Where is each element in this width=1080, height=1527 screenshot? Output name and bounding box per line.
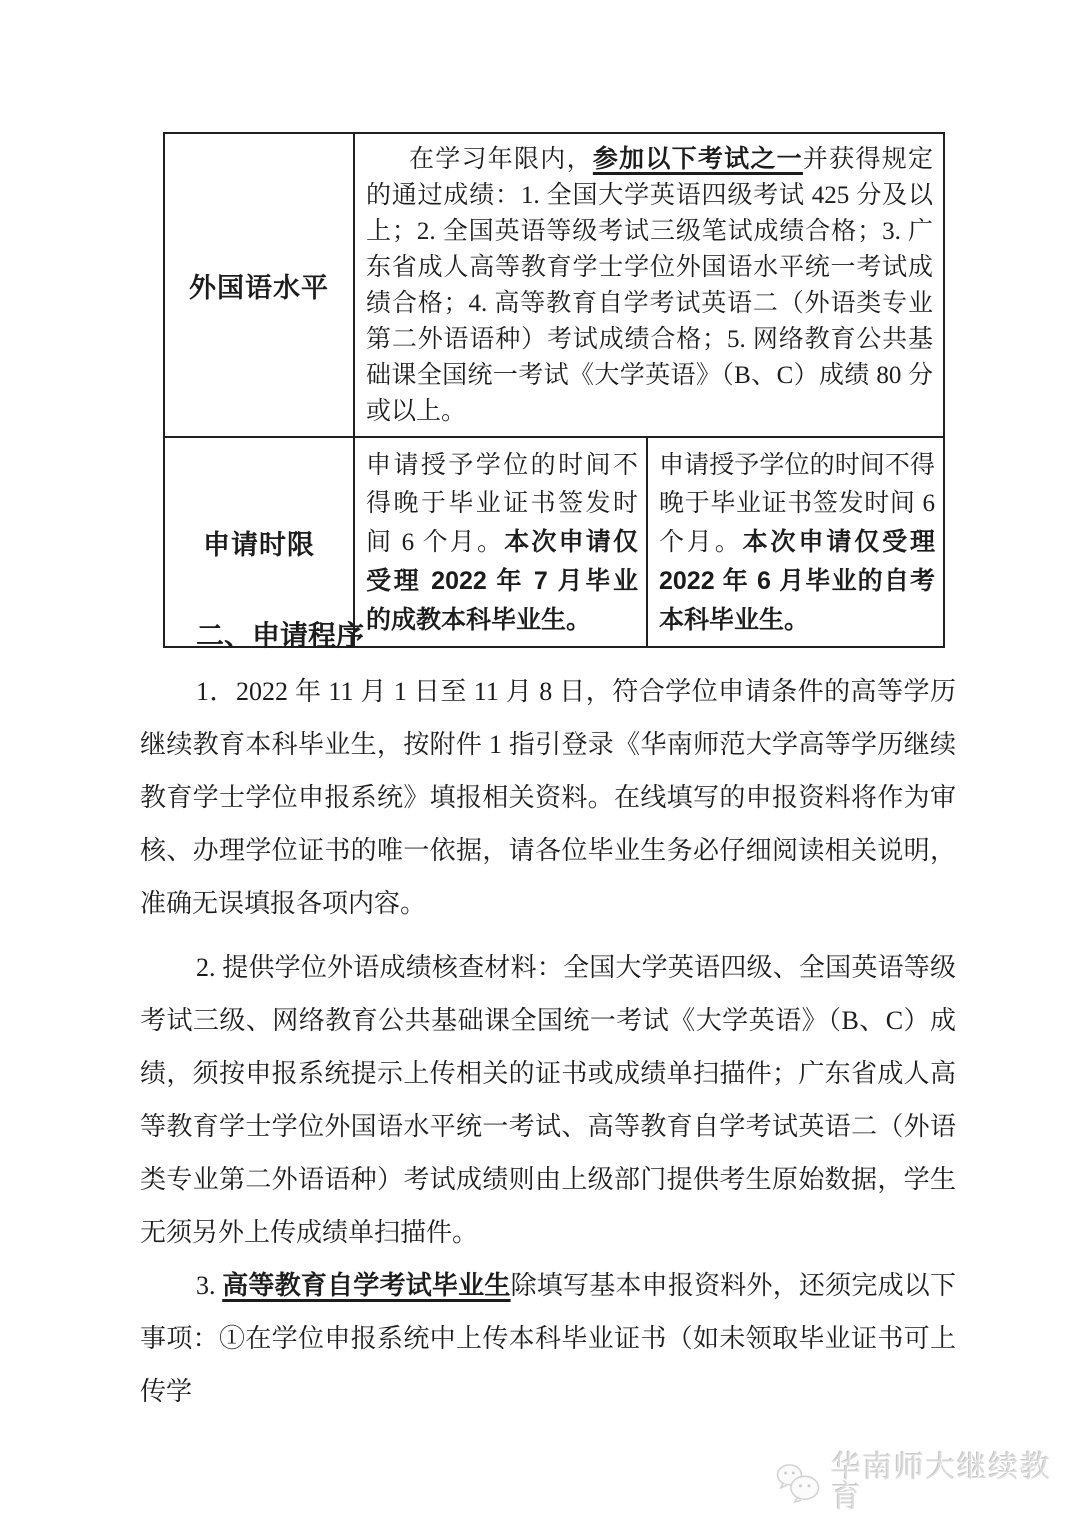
bold-run: 本次申请仅受理 2022 年 7 月毕业的成教本科毕业生。 — [366, 528, 638, 634]
text-run: 1．2022 年 11 月 1 日至 11 月 8 日，符合学位申请条件的高等学历继续教育本科毕业生，按附件 1 指引登录《华南师范大学高等学历继续教育学士学位申报系统》填报相关资料。在线填写的申报资料将作为审核、办理学位证书的唯一依据，请各位毕业生务必仔细阅读相关说明，准确无误填报各项内容。 — [140, 677, 956, 918]
bold-underline-run: 高等教育自学考试毕业生 — [222, 1270, 511, 1300]
row-label-foreign-language-level — [164, 133, 354, 437]
text-run: 在学习年限内， — [409, 146, 593, 173]
foreign-language-requirements-text — [355, 134, 943, 436]
text-run: 3. — [196, 1271, 223, 1300]
foreign-language-requirements-cell — [354, 133, 944, 437]
wechat-watermark — [775, 1453, 1080, 1513]
bold-run: 本次申请仅受理 2022 年 6 月毕业的自考本科毕业生。 — [659, 528, 935, 634]
paragraph-3 — [140, 1259, 956, 1418]
paragraph-2 — [140, 941, 956, 1259]
bold-underline-run: 参加以下考试之一 — [592, 145, 803, 173]
degree-requirements-table — [163, 132, 945, 648]
wechat-icon — [775, 1462, 823, 1504]
row-label-text: 申请时限 — [203, 529, 315, 560]
text-run: 并获得规定的通过成绩：1. 全国大学英语四级考试 425 分及以上；2. 全国英语等级考试三级笔试成绩合格；3. 广东省成人高等教育学士学位外国语水平统一考试成绩合格；4. 高等教育自学考试英语二（外语类专业第二外语语种）考试成绩合格；5. 网络教育公共基础课全国统一考试《大学英语》（B、C）成绩 80 分或以上。 — [366, 146, 933, 425]
text-run: 除填写基本申报资料外，还须完成以下事项：①在学位申报系统中上传本科毕业证书（如未领取毕业证书可上传学 — [140, 1271, 956, 1406]
watermark-text: 华南师大继续教育 — [831, 1451, 1052, 1514]
section-application-procedure — [140, 616, 956, 1418]
text-run: 2. 提供学位外语成绩核查材料：全国大学英语四级、全国英语等级考试三级、网络教育公共基础课全国统一考试《大学英语》（B、C）成绩，须按申报系统提示上传相关的证书或成绩单扫描件；广东省成人高等教育学士学位外国语水平统一考试、高等教育自学考试英语二（外语类专业第二外语语种）考试成绩则由上级部门提供考生原始数据，学生无须另外上传成绩单扫描件。 — [140, 953, 956, 1247]
text-run: 申请授予学位的时间不得晚于毕业证书签发时间 6 个月。 — [366, 452, 638, 556]
deadline-zikao-text — [648, 438, 943, 646]
row-label-text: 外国语水平 — [189, 272, 329, 303]
paragraph-1 — [140, 665, 956, 930]
section-heading: 二、申请程序 — [196, 620, 365, 651]
text-run: 申请授予学位的时间不得晚于毕业证书签发时间 6 个月。 — [659, 452, 935, 556]
table-row — [164, 133, 944, 437]
deadline-chengjiao-text — [355, 438, 646, 646]
